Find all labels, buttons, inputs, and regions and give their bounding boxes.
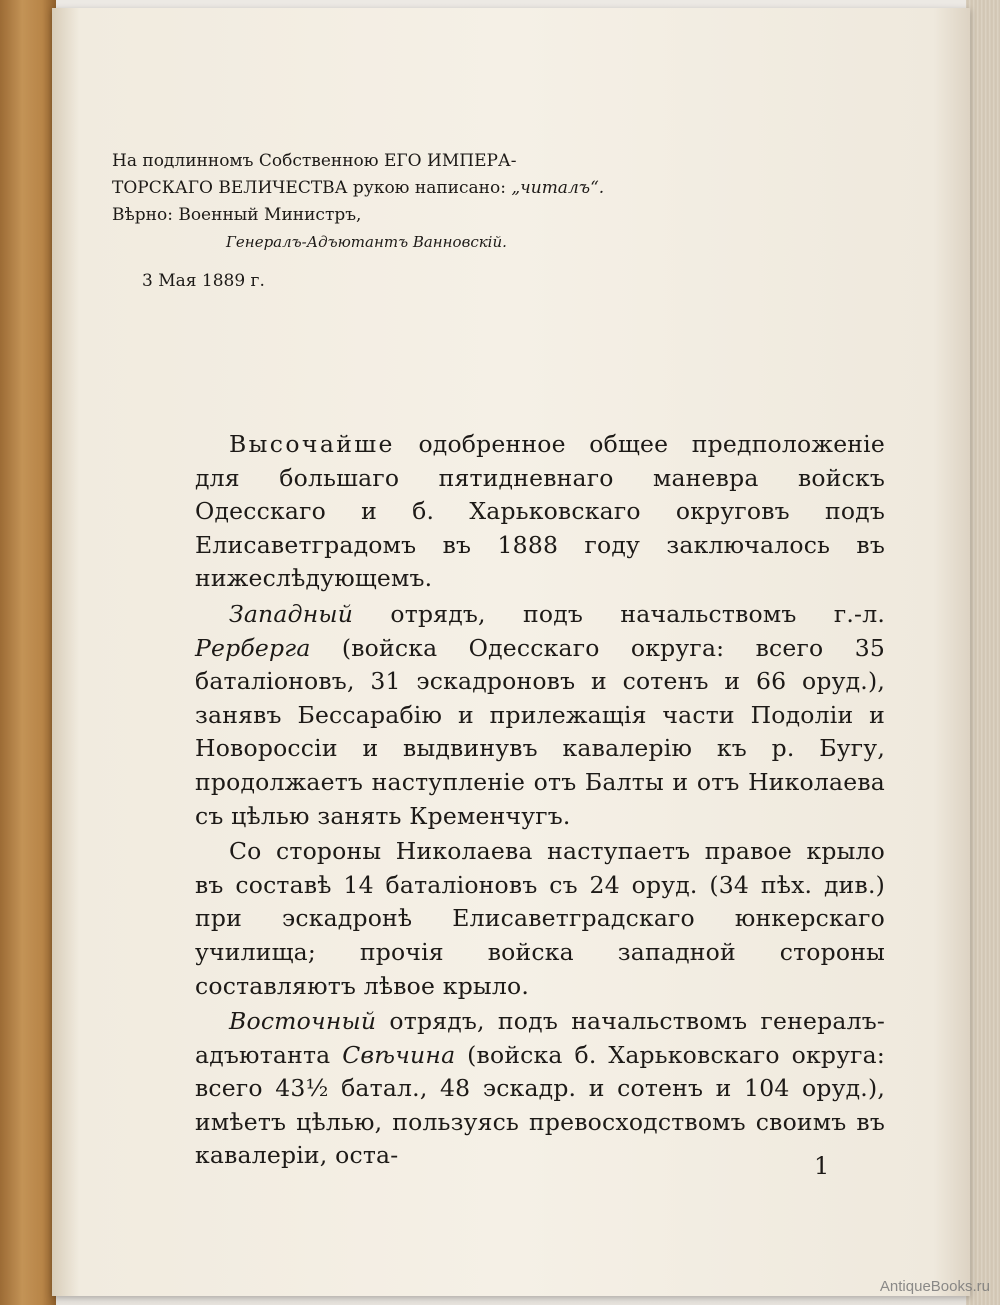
- paragraph-2-lead: Западный: [229, 599, 354, 628]
- approval-line-3: Вѣрно: Военный Министръ,: [112, 205, 362, 225]
- paragraph-2-text-b: (войска Одесскаго округа: всего 35 баталіоновъ, 31 эскадроновъ и сотенъ и 66 оруд.), занявъ Бессарабію и прилежащія части Подоліи и Новороссіи и выдвинувъ кавалерію къ р. Бугу, продолжаетъ наступленіе отъ Балты и отъ Николаева съ цѣлью занять Кременчугъ.: [195, 633, 885, 830]
- approval-date: 3 Мая 1889 г.: [142, 271, 265, 291]
- paragraph-2: [195, 598, 885, 833]
- approval-signatory: Генералъ-Адъютантъ Ванновскій.: [226, 233, 507, 251]
- approval-line-2: [112, 175, 752, 202]
- paragraph-4-lead: Восточный: [229, 1007, 377, 1036]
- paragraph-2-text-a: отрядъ, подъ начальствомъ г.-л.: [353, 599, 885, 628]
- approval-line-1: На подлинномъ Собственною ЕГО ИМПЕРА-: [112, 151, 517, 171]
- paragraph-4: [195, 1005, 885, 1173]
- book-page: [52, 8, 970, 1296]
- paragraph-1: [195, 428, 885, 596]
- main-text: [195, 428, 885, 1175]
- book-binding: [0, 0, 56, 1305]
- paragraph-4-text-a: отрядъ, подъ начальствомъ генералъ-адъютанта: [195, 1007, 885, 1069]
- paragraph-4-commander: Свѣчина: [342, 1040, 456, 1069]
- approval-signature-word: „читалъ“.: [511, 178, 605, 198]
- paragraph-3: Со стороны Николаева наступаетъ правое крыло въ составѣ 14 баталіоновъ съ 24 оруд. (34 пѣх. див.) при эскадронѣ Елисаветградскаго юнкерскаго училища; прочія войска западной стороны составляютъ лѣвое крыло.: [195, 837, 885, 1000]
- page-number: 1: [814, 1152, 830, 1180]
- approval-note: [112, 148, 752, 295]
- approval-line-2-text: ТОРСКАГО ВЕЛИЧЕСТВА рукою написано:: [112, 178, 512, 198]
- page-block-edge: [966, 0, 1000, 1305]
- paragraph-1-text: одобренное общее предположеніе для большаго пятидневнаго маневра войскъ Одесскаго и б. Харьковскаго округовъ подъ Елисаветградомъ въ 1888 году заключалось въ нижеслѣдующемъ.: [195, 430, 885, 593]
- paragraph-1-lead: Высочайше: [229, 430, 395, 458]
- paragraph-4-text-b: (войска б. Харьковскаго округа: всего 43½ батал., 48 эскадр. и сотенъ и 104 оруд.), имѣетъ цѣлью, пользуясь превосходствомъ своимъ въ кавалеріи, оста-: [195, 1040, 885, 1170]
- paragraph-2-commander: Рерберга: [195, 633, 311, 662]
- watermark: AntiqueBooks.ru: [879, 1278, 990, 1295]
